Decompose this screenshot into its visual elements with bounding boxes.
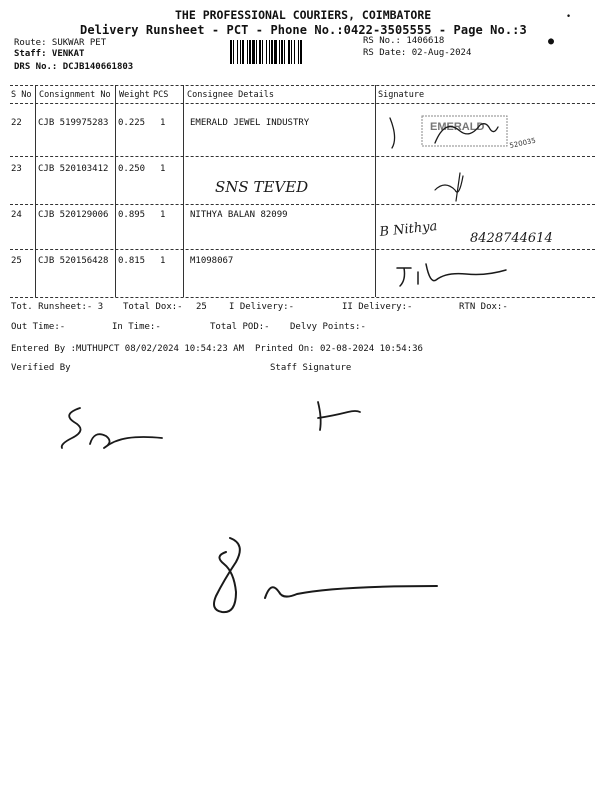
row25-signature (392, 258, 522, 290)
table-row-pcs: 1 (160, 210, 166, 220)
in-time: In Time:- (112, 322, 161, 332)
table-row-weight: 0.250 (118, 164, 146, 174)
staff-label: Staff: VENKAT (14, 49, 85, 59)
table-row-weight: 0.895 (118, 210, 146, 220)
verified-by-label: Verified By (11, 363, 71, 373)
col-divider (35, 85, 36, 297)
bottom-signature (205, 530, 455, 620)
route-label: Route: SUKWAR PET (14, 38, 107, 48)
table-row-sno: 22 (11, 118, 22, 128)
company-stamp (380, 108, 550, 156)
col-divider (375, 85, 376, 297)
col-header-consignment: Consignment No (39, 90, 111, 100)
runsheet-title: Delivery Runsheet - PCT - Phone No.:0422-3505555 - Page No.:3 (80, 23, 527, 37)
row24-handwriting (378, 212, 578, 248)
col-header-weight: Weight (119, 90, 150, 100)
table-row-pcs: 1 (160, 256, 166, 266)
rtn-dox: RTN Dox:- (459, 302, 508, 312)
entered-by: Entered By :MUTHUPCT 08/02/2024 10:54:23 AM (11, 344, 244, 354)
row-rule (10, 249, 595, 250)
row24-handwritten-phone: 8428744614 (470, 231, 553, 246)
verified-by-signature (60, 400, 180, 460)
barcode-image (230, 40, 356, 64)
total-dox-label: Total Dox:- (123, 302, 183, 312)
table-row-consignee: M1098067 (190, 256, 234, 266)
col-header-sno: S No (11, 90, 32, 100)
table-row-consignee: NITHYA BALAN 82099 (190, 210, 288, 220)
scan-dot: ● (548, 36, 555, 47)
row24-handwritten-name: B Nithya (378, 219, 439, 240)
rs-date: RS Date: 02-Aug-2024 (363, 48, 472, 58)
row23-signature (430, 168, 480, 204)
col-header-consignee: Consignee Details (187, 90, 274, 100)
table-top-rule (10, 85, 595, 86)
col-divider (183, 85, 184, 297)
total-pod: Total POD:- (210, 322, 270, 332)
ii-delivery: II Delivery:- (342, 302, 413, 312)
delvy-points: Delvy Points:- (290, 322, 366, 332)
table-row-consignment: CJB 519975283 (38, 118, 109, 128)
stamp-text: EMERALD (430, 121, 485, 133)
col-header-pcs: PCS (153, 90, 169, 100)
rs-number: RS No.: 1406618 (363, 36, 445, 46)
table-row-sno: 25 (11, 256, 22, 266)
i-delivery: I Delivery:- (229, 302, 295, 312)
table-row-pcs: 1 (160, 118, 166, 128)
total-dox-value: 25 (196, 302, 207, 312)
company-name: THE PROFESSIONAL COURIERS, COIMBATORE (175, 8, 432, 22)
drs-number: DRS No.: DCJB140661803 (14, 62, 134, 72)
row-rule (10, 156, 595, 157)
row23-handwriting (215, 172, 345, 202)
row23-handwritten-text: SNS TEVED (215, 178, 309, 196)
table-row-consignee: EMERALD JEWEL INDUSTRY (190, 118, 310, 128)
row-rule (10, 297, 595, 298)
barcode-bar (300, 40, 302, 64)
printed-on: Printed On: 02-08-2024 10:54:36 (255, 344, 423, 354)
table-row-weight: 0.225 (118, 118, 146, 128)
col-divider (115, 85, 116, 297)
row-rule (10, 204, 595, 205)
header-rule (10, 103, 595, 104)
table-row-pcs: 1 (160, 164, 166, 174)
out-time: Out Time:- (11, 322, 66, 332)
scan-mark: • (566, 12, 572, 22)
tot-runsheet: Tot. Runsheet:- 3 (11, 302, 104, 312)
staff-signature (310, 398, 370, 438)
table-row-consignment: CJB 520129006 (38, 210, 109, 220)
table-row-sno: 24 (11, 210, 22, 220)
col-header-signature: Signature (378, 90, 425, 100)
table-row-consignment: CJB 520156428 (38, 256, 109, 266)
table-row-sno: 23 (11, 164, 22, 174)
staff-signature-label: Staff Signature (270, 363, 352, 373)
stamp-number: 520035 (508, 136, 537, 150)
table-row-weight: 0.815 (118, 256, 146, 266)
table-row-consignment: CJB 520103412 (38, 164, 109, 174)
